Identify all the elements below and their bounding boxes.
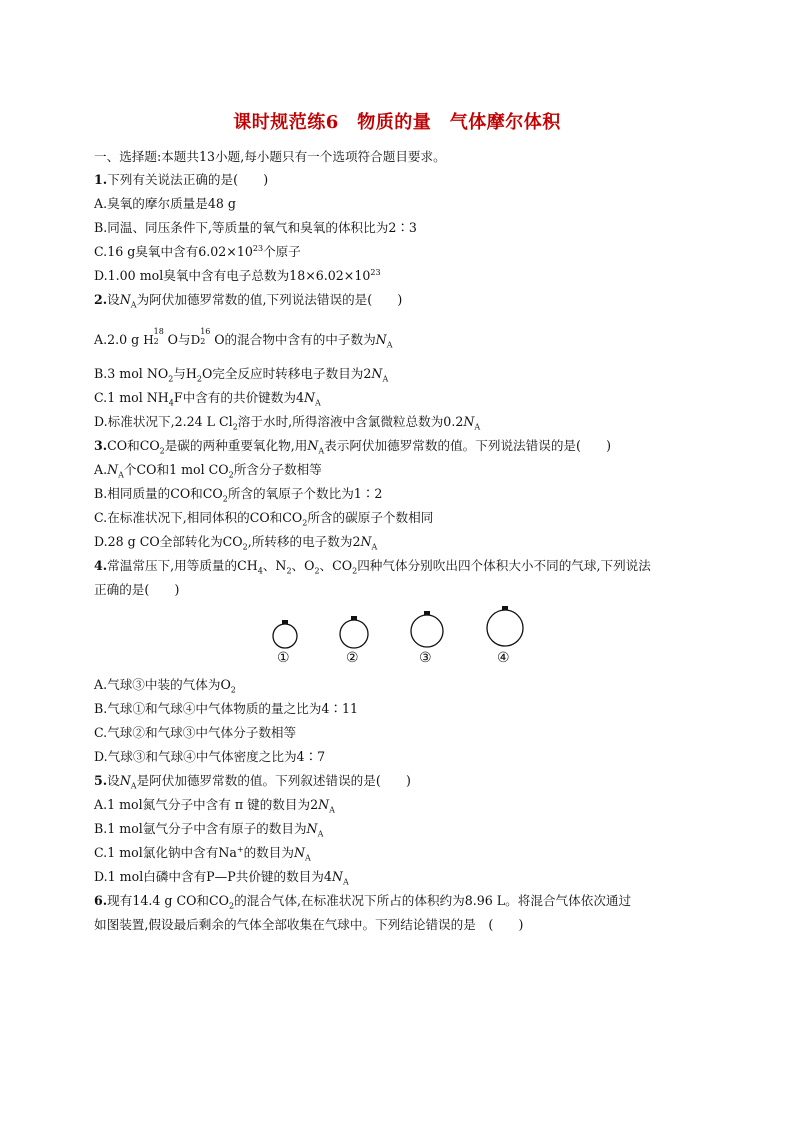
question-4-option-d: D.气球③和气球④中气体密度之比为4∶7 <box>94 749 326 764</box>
question-6-stem-line-1: 6.现有14.4 g CO和$CO_2$的混合气体,在标准状况下所占的体积约为8.96 L。将混合气体依次通过 <box>94 893 632 911</box>
question-5-option-d: D.1 mol白磷中含有P—P共价键的数目为$4N_A$ <box>94 869 349 887</box>
question-4-option-a: A.气球③中装的气体为$O_2$ <box>94 677 236 695</box>
balloon-1 <box>273 624 297 648</box>
question-5-stem: 5.设$N_A$是阿伏加德罗常数的值。下列叙述错误的是( ) <box>94 773 411 791</box>
balloon-4-knot <box>502 606 508 610</box>
question-1-stem: 1.下列有关说法正确的是( ) <box>94 172 269 187</box>
question-3-stem: 3.CO和$CO_2$是碳的两种重要氧化物,用$N_A$表示阿伏加德罗常数的值。下列说法错误的是( ) <box>94 438 612 456</box>
question-3-option-a: $A.N_A$个CO和1 mol $CO_2$所含分子数相等 <box>94 462 322 480</box>
balloon-1-knot <box>282 620 288 624</box>
balloon-3 <box>411 615 443 647</box>
balloon-label-2: ② <box>346 650 359 666</box>
question-6-stem-line-2: 如图装置,假设最后剩余的气体全部收集在气球中。下列结论错误的是 ( ) <box>94 917 524 932</box>
question-1-option-a: A.臭氧的摩尔质量是48 g <box>94 196 236 211</box>
question-5-option-a: A.1 mol氮气分子中含有 π 键的数目为$2N_A$ <box>94 797 335 815</box>
question-1-option-b: B.同温、同压条件下,等质量的氧气和臭氧的体积比为2∶3 <box>94 220 417 235</box>
question-5-option-b: B.1 mol氩气分子中含有原子的数目为$N_A$ <box>94 821 324 839</box>
balloon-label-1: ① <box>277 650 290 666</box>
question-2-stem: 2.设$N_A$为阿伏加德罗常数的值,下列说法错误的是( ) <box>94 292 403 310</box>
question-1-option-d: D.1.00 mol臭氧中含有电子总数为$18\times 6.02\times 10^{23}$ <box>94 267 381 283</box>
balloon-4 <box>487 610 523 646</box>
question-2-option-c: C.1 mol $NH_4F$中含有的共价键数为$4N_A$ <box>94 390 321 408</box>
balloon-label-4: ④ <box>497 650 510 666</box>
question-4-option-b: B.气球①和气球④中气体物质的量之比为4∶11 <box>94 701 358 716</box>
question-4-option-c: C.气球②和气球③中气体分子数相等 <box>94 725 297 740</box>
balloon-3-knot <box>424 611 430 615</box>
question-4-stem-line-1: 4.常温常压下,用等质量的$CH_4$、$N_2$、$O_2$、$CO_2$四种气体分别吹出四个体积大小不同的气球,下列说法 <box>94 558 651 576</box>
balloon-label-3: ③ <box>419 650 432 666</box>
balloon-2-knot <box>351 616 357 620</box>
question-3-option-b: B.相同质量的CO和$CO_2$所含的氧原子个数比为1∶2 <box>94 486 383 504</box>
question-2-option-a: A.2.0 g H 18 2 O与D 16 2 O的混合物中含有的中子数为$N_A$ <box>94 327 393 350</box>
question-2-option-b: B.3 mol $NO_2$与$H_2O$完全反应时转移电子数目为$2N_A$ <box>94 366 389 384</box>
question-4-stem-line-2: 正确的是( ) <box>94 582 180 597</box>
page-title: 课时规范练6 物质的量 气体摩尔体积 <box>233 112 561 133</box>
question-1-option-c: C.16 g臭氧中含有$6.02\times 10^{23}$个原子 <box>94 243 301 259</box>
question-3-option-d: D.28 g CO全部转化为$CO_2$,所转移的电子数为$2N_A$ <box>94 534 378 552</box>
question-5-option-c: C.1 mol氯化钠中含有Na+的数目为$N_A$ <box>94 844 311 863</box>
question-3-option-c: C.在标准状况下,相同体积的CO和$CO_2$所含的碳原子个数相同 <box>94 510 434 528</box>
question-2-option-d: D.标准状况下,2.24 L $Cl_2$溶于水时,所得溶液中含氯微粒总数为$0.2N_A$ <box>94 414 481 432</box>
section-heading: 一、选择题:本题共13小题,每小题只有一个选项符合题目要求。 <box>94 149 446 164</box>
balloon-2 <box>340 620 368 648</box>
